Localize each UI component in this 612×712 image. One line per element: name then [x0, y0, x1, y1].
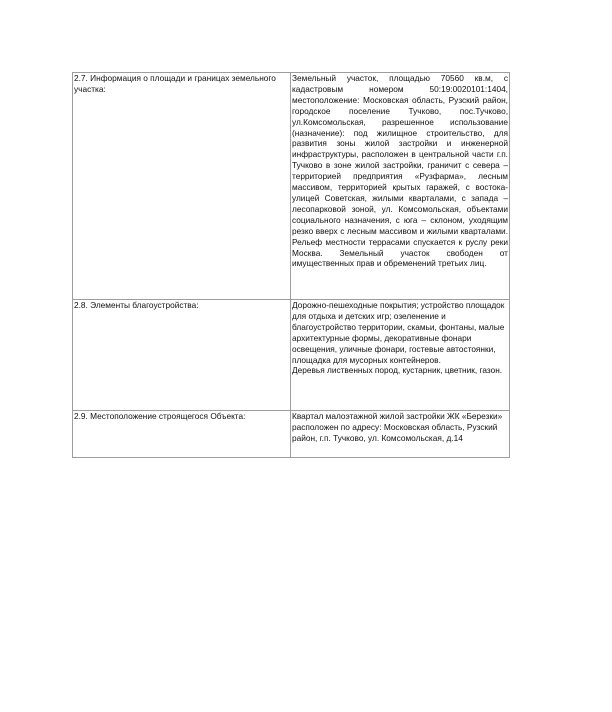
land-plot-area-boundaries-description: Земельный участок, площадью 70560 кв.м, с кадастровым номером 50:19:0020101:1404, местоположение: Московская область, Рузский район, городское поселение Тучково, пос.Тучково, ул.Комсомольская, разрешенное использование (назначение): под жилищное строительство, для развития зоны жилой застройки и инженерной инфраструктуры, расположен в центральной части г.п. Тучково в зоне жилой застройки, граничит с севера – территорией предприятия «Рузфарма», лесным массивом, территорией крытых гаражей, с востока- улицей Советская, жилыми кварталами, с запада – лесопарковой зоной, ул. Комсомольская, объектами социального назначения, с юга – склоном, уходящим резко вверх с лесным массивом и жилыми кварталами. Рельеф местности террасами спускается к руслу реки Москва. Земельный участок свободен от имущественных прав и обременений третьих лиц. [292, 73, 508, 269]
object-location-label: 2.9. Местоположение строящегося Объекта: [74, 411, 246, 421]
table-row-land-plot-area-boundaries [73, 73, 510, 300]
land-plot-info-table-body [73, 73, 510, 458]
landscaping-elements-paragraph-main: Дорожно-пешеходные покрытия; устройство площадок для отдыха и детских игр; озеленение и благоустройство территории, скамьи, фонтаны, малые архитектурные формы, декоративные фонари освещения, уличные фонари, гостевые автостоянки, площадка для мусорных контейнеров. [292, 300, 505, 365]
land-plot-area-boundaries-content-cell [291, 73, 510, 300]
landscaping-elements-label: 2.8. Элементы благоустройства: [74, 300, 199, 310]
table-row-object-location [73, 411, 510, 458]
object-location-label-cell [73, 411, 291, 458]
object-location-content-cell [291, 411, 510, 458]
land-plot-area-boundaries-label: 2.7. Информация о площади и границах земельного участка: [74, 73, 276, 94]
land-plot-info-table [72, 72, 510, 458]
landscaping-elements-label-cell [73, 300, 291, 411]
land-plot-area-boundaries-label-cell [73, 73, 291, 300]
object-location-description: Квартал малоэтажной жилой застройки ЖК «Березки» расположен по адресу: Московская область, Рузский район, г.п. Тучково, ул. Комсомольская, д.14 [292, 411, 503, 443]
landscaping-elements-paragraph-vegetation: Деревья лиственных пород, кустарник, цветник, газон. [292, 365, 503, 376]
landscaping-elements-content-cell [291, 300, 510, 411]
table-row-landscaping-elements [73, 300, 510, 411]
